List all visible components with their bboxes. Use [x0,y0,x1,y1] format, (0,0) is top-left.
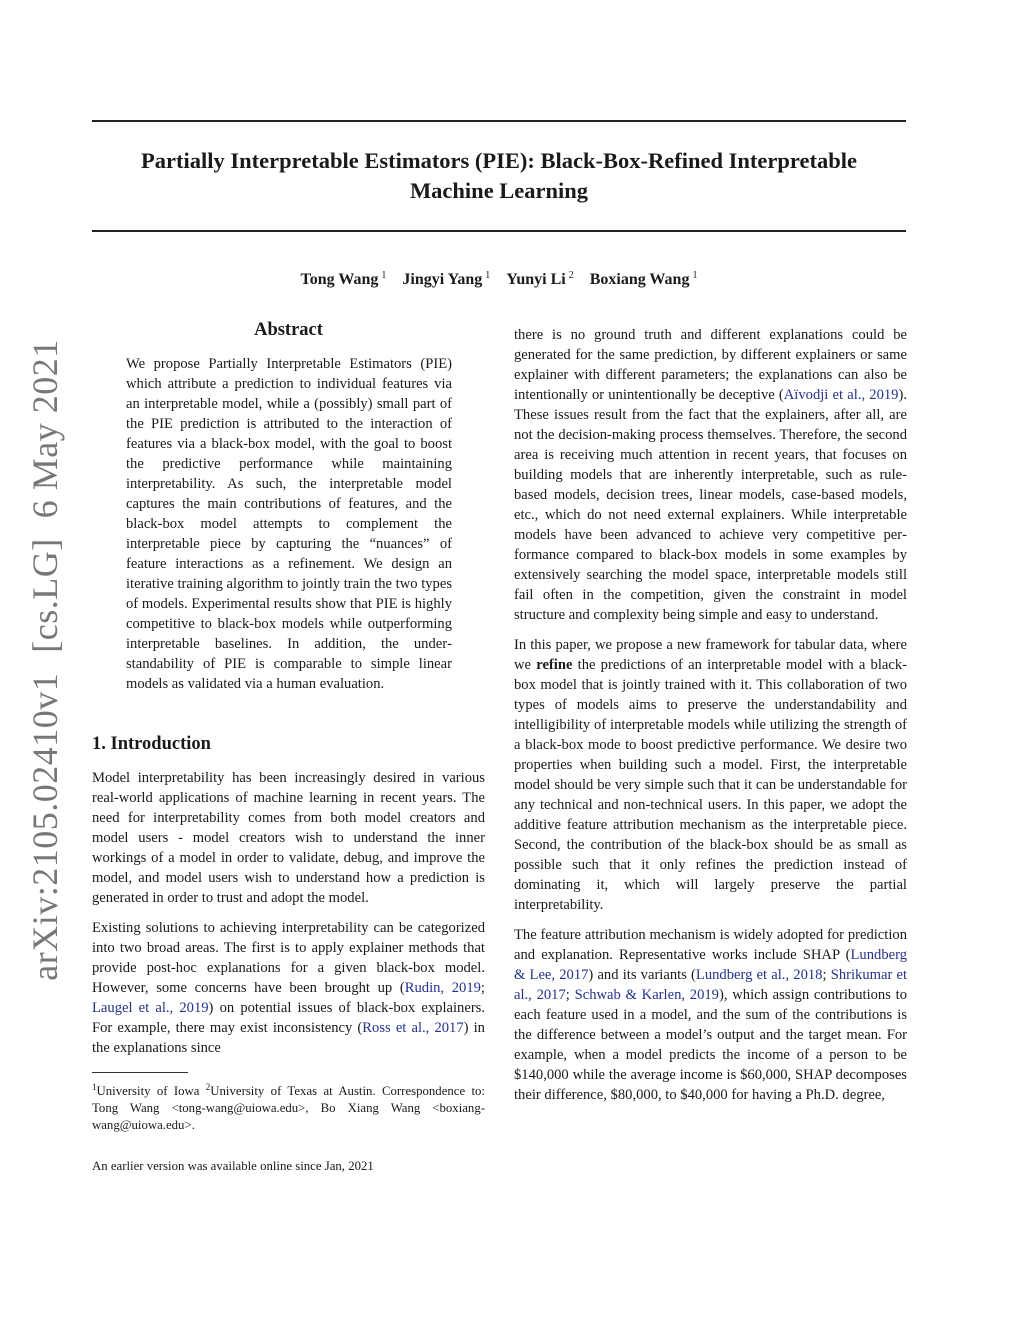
intro-paragraph-3 [514,325,907,625]
intro-paragraph-4 [514,635,907,915]
author-affiliation-mark: 2 [568,270,574,281]
citation-link[interactable]: Lundberg et al., 2018 [695,967,823,983]
earlier-version-note: An earlier version was available online since Jan, 2021 [92,1159,374,1173]
citation-separator: ; [822,967,831,983]
author-name: Tong Wang [300,271,379,288]
paragraph-text: the predictions of an interpretable model with a black-box model that is jointly trained with it. This collaboration of two types of models aims to preserve the understandability and intelligibility of interpretable models while utilizing the strength of a black-box mode to boost predictive performance. We desire two properties when building such a model. First, the interpretable model should be very simple such that it can be understandable for any technical and non-technical users. In this paper, we adopt the additive feature attribution mechanism as the interpretable piece. Second, the contribution of the black-box should be as small as possible such that it only refines the prediction instead of dominating it, which will largely preserve the partial interpretability. [514,657,908,913]
footnote-mark: 1 [92,1082,97,1092]
paragraph-text: The feature attribution mechanism is widely adopted for prediction and explanation. Representative works include SHAP ( [514,927,907,963]
citation-link[interactable]: Rudin, 2019 [404,980,481,996]
author-list [92,266,906,290]
author-name: Yunyi Li [506,271,566,288]
paragraph-text: ), which assign contributions to each feature used in a model, and the sum of the contributions is the difference between a model’s output and the target mean. For example, when a model predicts the income of a person to be $140,000 while the average income is $60,000, SHAP decomposes their difference, $80,000, to $40,000 for having a Ph.D. degree, [514,987,908,1103]
arxiv-category: [cs.LG] [25,538,65,653]
footnote-mark: 2 [205,1082,211,1092]
author [301,271,387,288]
paragraph-text: ) on potential issues of black-box explainers. For example, there may exist inconsistency ( [92,1000,486,1036]
author [402,271,490,288]
citation-link[interactable]: Schwab & Karlen, 2019 [574,987,719,1003]
intro-paragraph-1: Model interpretability has been increasingly desired in various real-world applications of machine learning in recent years. The need for interpretability comes from both model creators and model users - model creators wish to understand the inner workings of a model in order to validate, debug, and improve the model, and model users wish to understand how a prediction is generated in order to trust and adopt the model. [92,770,485,906]
paragraph-text: Existing solutions to achieving interpretability can be categorized into two broad areas. The first is to apply explainer methods that provide post-hoc explanations for a given black-box model. However, some concerns have been brought up ( [92,920,485,996]
section-heading-introduction: 1. Introduction [92,734,211,754]
arxiv-id: arXiv:2105.02410v1 [25,672,65,981]
paragraph-text: In this paper, we propose a new framework for tabular data, where we [514,637,907,673]
author [506,271,573,288]
arxiv-stamp [25,60,65,1260]
abstract-heading: Abstract [254,320,323,340]
footnote-text: University of Texas at Austin. Correspondence to: Tong Wang <tong-wang@uiowa.edu>, Bo Xiang Wang <boxiang-wang@uiowa.edu>. [92,1084,485,1132]
author-name: Jingyi Yang [402,271,483,288]
author-affiliation-mark: 1 [485,270,491,281]
paragraph-text: ). These issues result from the fact that the explainers, after all, are not the decision-making process themselves. Therefore, the second area is receiving much attention in recent years, that focuses on building models that are inherently interpretable, such as rule-based models, decision trees, linear models, case-based models, etc., which do not need external explainers. While interpretable models have been advanced to achieve very competitive performance compared to black-box models in some examples by extensively searching the model space, interpretable models still fail often in the competition, given the constraint in model structure and complexity being simple and easy to understand. [514,387,907,623]
right-column [514,325,907,1115]
citation-separator: ; [565,987,575,1003]
author-affiliation-mark: 1 [692,270,698,281]
affiliation-footnote [92,1079,485,1134]
intro-paragraph-2 [92,918,485,1058]
author-affiliation-mark: 1 [381,270,387,281]
paragraph-text: ) in the explanations since [92,1020,485,1056]
citation-link[interactable]: Laugel et al., 2019 [92,1000,209,1016]
author-name: Boxiang Wang [589,271,690,288]
paragraph-text: there is no ground truth and different explanations could be generated for the same prediction, by different explainers or same explainer with different parameters; the explanations can also be intentionally or unintentionally be deceptive ( [514,327,907,403]
emphasis-refine: refine [536,657,573,673]
abstract-text: We propose Partially Interpretable Estimators (PIE) which attribute a prediction to individual features via an interpretable model, while a (possibly) small part of the PIE prediction is attributed to the interaction of features via a black-box model, with the goal to boost the predictive performance while maintaining interpretability. As such, the interpretable model captures the main contributions of features, and the black-box model attempts to complement the interpretable piece by capturing the “nuances” of feature interactions as a refinement. We design an iterative training algorithm to jointly train the two types of models. Experimental results show that PIE is highly competitive to black-box models while outperforming interpretable baselines. In addition, the understandability of PIE is comparable to simple linear models as validated via a human evaluation. [126,356,452,692]
footnote-divider [92,1072,188,1073]
citation-link[interactable]: Shrikumar et al., 2017 [514,967,908,1003]
arxiv-date: 6 May 2021 [25,339,65,519]
citation-link[interactable]: Ross et al., 2017 [362,1020,464,1036]
title-rule-top [92,120,906,122]
citation-link[interactable]: Aïvodji et al., 2019 [783,387,899,403]
title-rule-bottom [92,230,906,232]
paper-title [92,146,906,206]
paragraph-text: ) and its variants ( [588,967,696,983]
citation-link[interactable]: Lundberg & Lee, 2017 [514,947,907,983]
footnote-text: University of Iowa [96,1084,206,1098]
author [590,271,698,288]
intro-paragraph-5 [514,925,907,1105]
citation-separator: ; [480,980,485,996]
left-column [92,318,485,1175]
paper-title-line-2: Machine Learning [409,178,589,203]
paper-title-line-1: Partially Interpretable Estimators (PIE): Black-Box-Refined Interpretable [141,148,857,173]
